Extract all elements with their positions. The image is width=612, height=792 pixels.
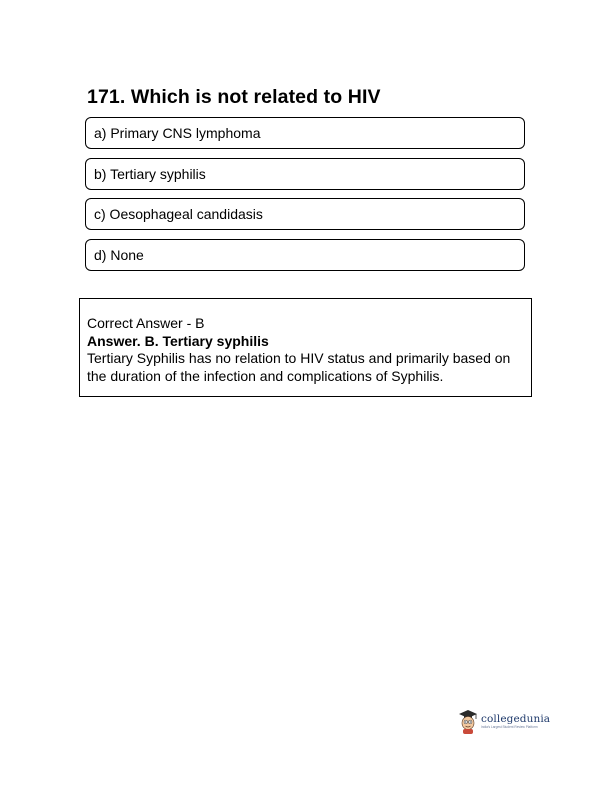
answer-options bbox=[85, 117, 525, 279]
option-d[interactable]: d) None bbox=[85, 239, 525, 271]
explanation-line-2: the duration of the infection and complications of Syphilis. bbox=[87, 367, 444, 384]
brand-name: collegedunia bbox=[481, 712, 551, 725]
answer-box bbox=[79, 298, 532, 397]
brand-logo bbox=[457, 705, 550, 737]
correct-answer-text: Correct Answer - B bbox=[87, 315, 205, 331]
brand-text bbox=[481, 713, 550, 730]
option-a[interactable]: a) Primary CNS lymphoma bbox=[85, 117, 525, 149]
question-title: 171. Which is not related to HIV bbox=[87, 86, 381, 108]
explanation-line-1: Tertiary Syphilis has no relation to HIV status and primarily based on bbox=[87, 350, 511, 366]
option-c[interactable]: c) Oesophageal candidasis bbox=[85, 198, 525, 230]
brand-tagline: India's Largest Student Review Platform bbox=[481, 724, 538, 729]
answer-heading: Answer. B. Tertiary syphilis bbox=[87, 332, 269, 349]
option-b[interactable]: b) Tertiary syphilis bbox=[85, 158, 525, 190]
mascot-logo-icon bbox=[457, 708, 479, 734]
